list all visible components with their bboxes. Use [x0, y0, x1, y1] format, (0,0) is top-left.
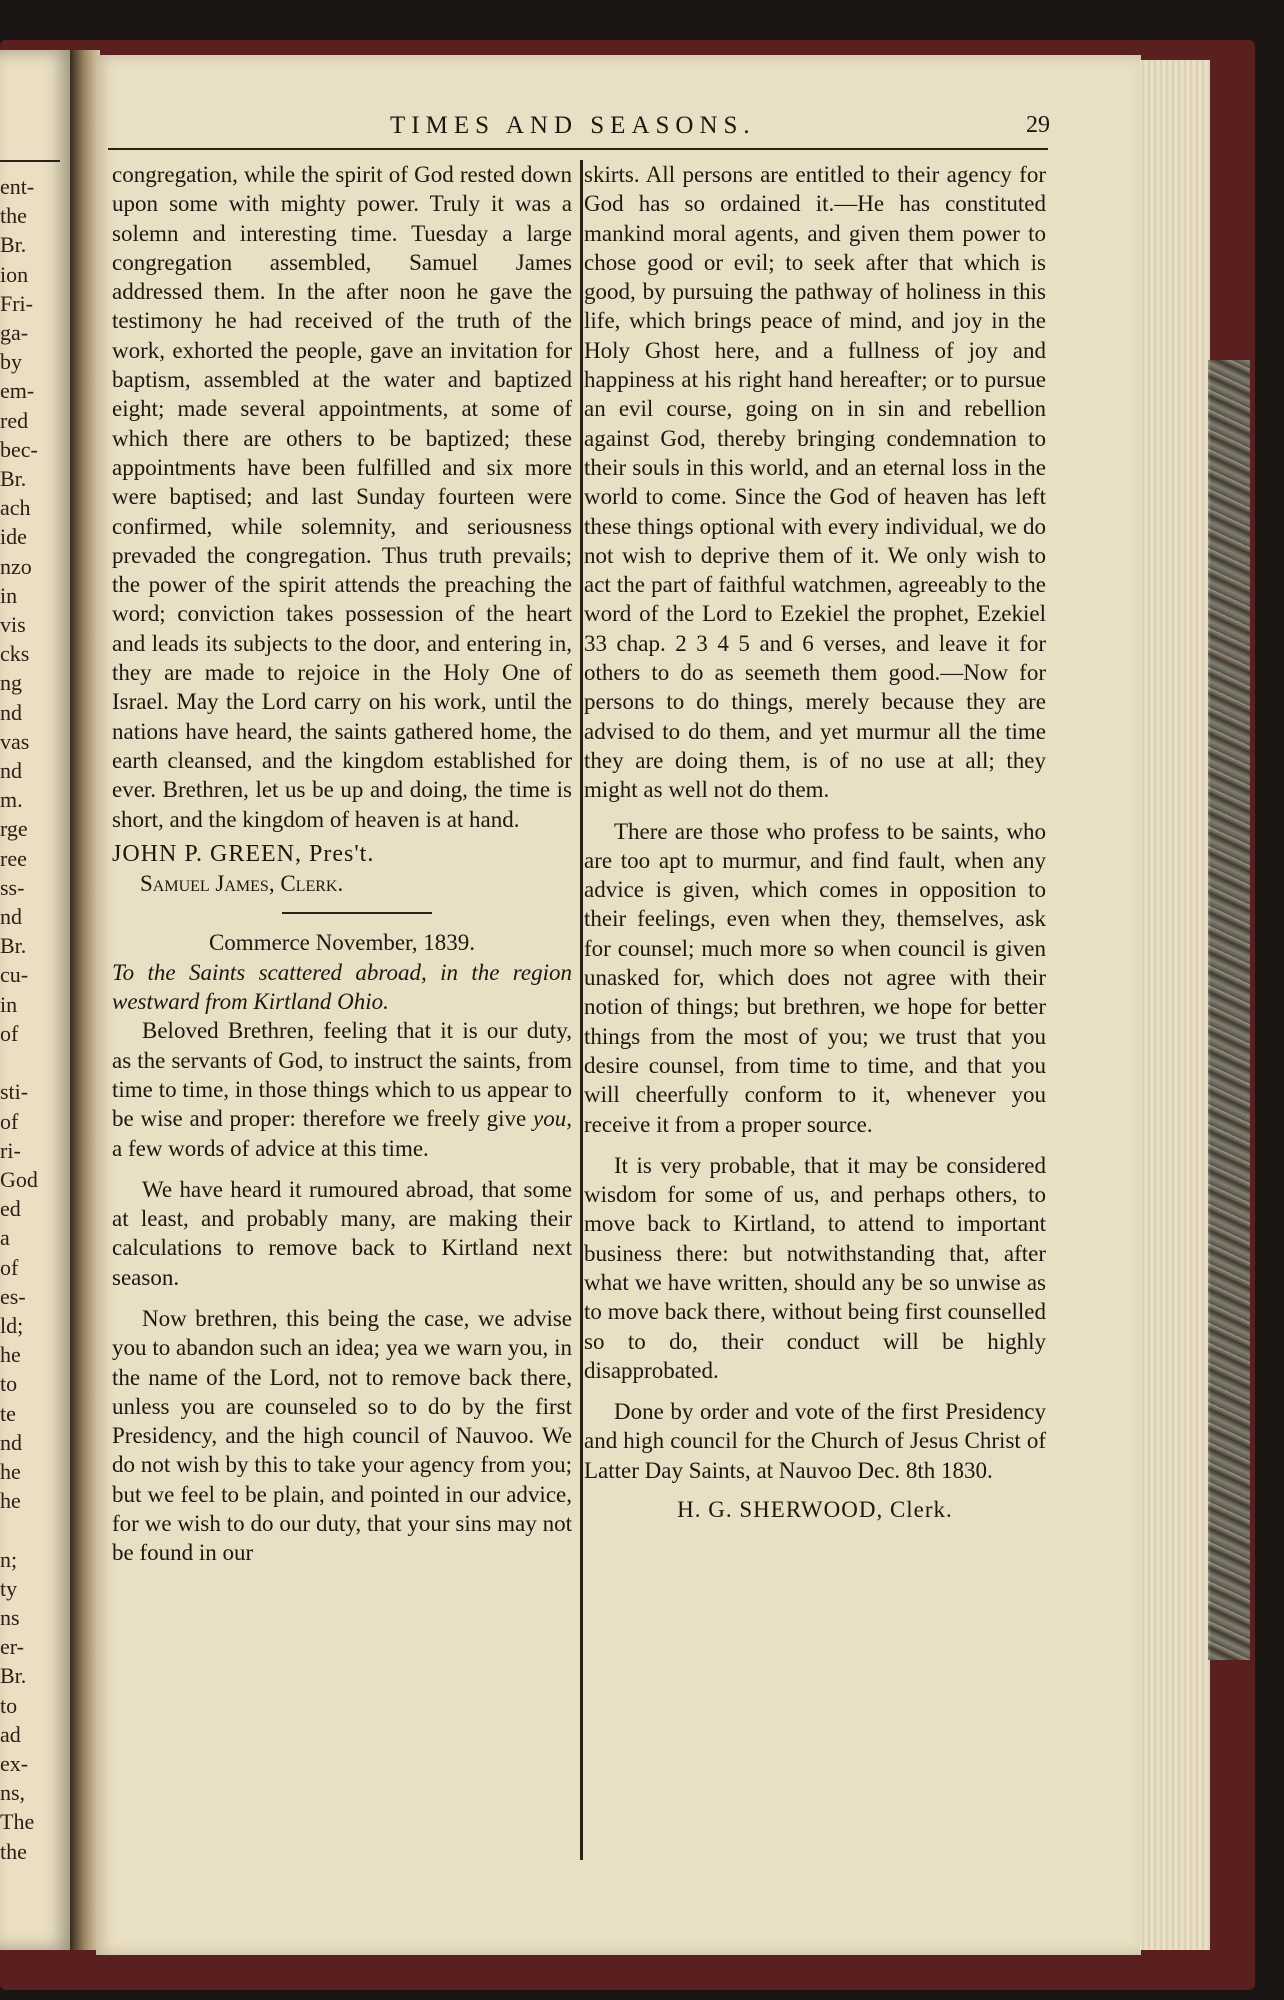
- signature-president: JOHN P. GREEN, Pres't.: [112, 840, 375, 867]
- left-page-fragment: ss-: [0, 874, 25, 900]
- left-page-fragment: cu-: [0, 962, 29, 988]
- page-edges: [1140, 60, 1210, 1950]
- left-page-fragment: he: [0, 1458, 21, 1484]
- paragraph: It is very probable, that it may be considered wisdom for some of us, and perhaps others, to move back to Kirtland, to attend to important business there: but notwithstanding that, after what we have written, should any be so unwise as to move back there, without being first counselled so to do, their conduct will be highly disapprobated.: [584, 1152, 1046, 1383]
- paragraph: congregation, while the spirit of God rested down upon some with mighty power. Truly it was a solemn and interesting time. Tuesday a large congregation assembled, Samuel James addressed them. In the after noon he gave the testimony he had received of the truth of the work, exhorted the people, gave an invitation for baptism, assembled at the water and baptized eight; made several appointments, at some of which there are others to be baptized; these appointments have been fulfilled and six more were baptised; and last Sunday fourteen were confirmed, while solemnity, and seriousness prevaded the congregation. Thus truth prevails; the power of the spirit attends the preaching the word; conviction takes possession of the heart and leads its subjects to the door, and entering in, they are made to rejoice in the Holy One of Israel. May the Lord carry on his work, until the nations have heard, the saints gathered home, the earth cleansed, and the kingdom established for ever. Brethren, let us be up and doing, the time is short, and the kingdom of heaven is at hand.: [112, 162, 572, 832]
- right-column: [584, 160, 1046, 1524]
- left-page-fragment: Br.: [0, 232, 27, 258]
- left-page-fragment: nd: [0, 904, 22, 930]
- paragraph: We have heard it rumoured abroad, that some at least, and probably many, are making their calculations to remove back to Kirtland next season.: [112, 1176, 572, 1290]
- left-page-fragment: ad: [0, 1721, 21, 1747]
- paragraph-text: Beloved Brethren, feeling that it is our duty, as the servants of God, to instruct the saints, from time to time, in those things which to us appear to be wise and proper: therefore we freely give: [112, 1018, 572, 1132]
- paragraph-text: a few words of advice at this time.: [112, 1135, 429, 1161]
- left-page-fragment: ns: [0, 1604, 20, 1630]
- left-page-fragment: ent-: [0, 174, 35, 199]
- left-page-fragment: ed: [0, 1196, 21, 1222]
- left-page-fragment: ion: [0, 261, 29, 287]
- running-title: TIMES AND SEASONS.: [390, 112, 756, 139]
- left-page-fragment: ach: [0, 495, 31, 521]
- left-page-fragment: he: [0, 1342, 21, 1368]
- left-page-fragment: vas: [0, 728, 30, 754]
- left-page-fragment: n;: [0, 1546, 18, 1572]
- left-page-fragment: ex-: [0, 1750, 29, 1776]
- left-page-fragment: er-: [0, 1634, 24, 1660]
- page-header: [100, 112, 1050, 152]
- left-page-fragment: ri-: [0, 1137, 21, 1163]
- left-page-fragment: Br.: [0, 1663, 27, 1689]
- column-rule: [580, 160, 583, 1860]
- left-page-fragment: ng: [0, 670, 22, 696]
- left-page-fragment: ty: [0, 1575, 18, 1601]
- letter-address: [112, 958, 572, 1017]
- left-page-fragment: he: [0, 1488, 21, 1514]
- left-page-fragment: red: [0, 407, 29, 433]
- left-page-fragment: by: [0, 349, 22, 375]
- paragraph: skirts. All persons are entitled to their agency for God has so ordained it.—He has constituted mankind moral agents, and given them power to chose good or evil; to seek after that which is good, by pursuing the pathway of holiness in this life, which brings peace of mind, and joy in the Holy Ghost here, and a fullness of joy and happiness at his right hand hereafter; or to pursue an evil course, going on in sin and rebellion against God, thereby bringing condemnation to their souls in this world, and an eternal loss in the world to come. Since the God of heaven has left these things optional with every individual, we do not wish to deprive them of it. We only wish to act the part of faithful watchmen, agreeably to the word of the Lord to Ezekiel the prophet, Ezekiel 33 chap. 2 3 4 5 and 6 verses, and leave it for others to do as seemeth them good.—Now for persons to do things, merely because they are advised to do them, and yet murmur all the time they are doing them, is of no use at all; they might as well not do them.: [584, 162, 1046, 803]
- left-page-fragment: rge: [0, 816, 28, 842]
- left-page-fragment: of: [0, 1254, 19, 1280]
- left-page-rule: [0, 160, 60, 162]
- left-page-fragment: em-: [0, 378, 35, 404]
- left-page-fragment: to: [0, 1692, 18, 1718]
- signature-clerk: H. G. SHERWOOD, Clerk.: [677, 1497, 953, 1523]
- paragraph: There are those who profess to be saints, who are too apt to murmur, and find fault, when any advice is given, which comes in opposition to their feelings, even when they, themselves, ask for counsel; much more so when council is given unasked for, which does not agree with their notion of things; but brethren, we hope for better things from the most of you; we trust that you desire counsel, from time to time, and that you will cheerfully conform to it, whenever you receive it from a proper source.: [584, 818, 1046, 1137]
- paragraph: [112, 1016, 572, 1162]
- marbled-edge: [1208, 360, 1250, 1660]
- left-page-fragment: ree: [0, 845, 27, 871]
- left-page-fragment: nd: [0, 1429, 22, 1455]
- left-page-edge: [0, 50, 72, 1950]
- left-page-fragment: es-: [0, 1283, 26, 1309]
- left-page-fragment: in: [0, 582, 18, 608]
- signature-clerk: Samuel James, Clerk.: [140, 871, 344, 897]
- left-page-fragment: te: [0, 1400, 16, 1426]
- left-page-fragment: m.: [0, 787, 23, 813]
- header-rule: [108, 148, 1048, 150]
- paragraph: Done by order and vote of the first Presidency and high council for the Church of Jesus Christ of Latter Day Saints, at Nauvoo Dec. 8th 1830.: [584, 1399, 1046, 1483]
- left-page-fragment: nzo: [0, 553, 32, 579]
- left-page-fragment: sti-: [0, 1079, 29, 1105]
- left-page-fragment: of: [0, 1108, 19, 1134]
- left-page-fragment: nd: [0, 758, 22, 784]
- left-page-fragment: Br.: [0, 933, 27, 959]
- left-page-fragment: [0, 1048, 72, 1077]
- address-prefix: To the: [112, 959, 176, 985]
- left-page-fragment: vis: [0, 612, 26, 638]
- left-page-fragment: ga-: [0, 320, 29, 346]
- page-number: 29: [1026, 112, 1050, 138]
- left-page-fragment: Fri-: [0, 290, 33, 316]
- left-page-fragment: Br.: [0, 466, 27, 492]
- address-rest: Saints scattered abroad, in the region westward from Kirtland Ohio.: [112, 959, 573, 1015]
- left-page-fragment: nd: [0, 699, 22, 725]
- left-page-fragment: ns,: [0, 1780, 26, 1806]
- left-page-fragment: [0, 1515, 72, 1544]
- emphasis-text: you,: [533, 1106, 572, 1132]
- left-page-fragment: bec-: [0, 436, 38, 462]
- dateline: Commerce November, 1839.: [208, 930, 476, 956]
- left-page-fragment: the: [0, 1838, 27, 1864]
- paragraph: Now brethren, this being the case, we advise you to abandon such an idea; yea we warn you, in the name of the Lord, not to remove back there, unless you are counseled so to do by the first Presidency, and the high council of Nauvoo. We do not wish by this to take your agency from you; but we feel to be plain, and pointed in our advice, for we wish to do our duty, that your sins may not be found in our: [112, 1305, 572, 1566]
- left-page-fragment: to: [0, 1371, 18, 1397]
- left-page-fragment: the: [0, 203, 27, 229]
- section-divider: [282, 912, 432, 914]
- left-page-fragment: God: [0, 1166, 38, 1192]
- left-page-fragment: of: [0, 1020, 19, 1046]
- left-page-fragment: The: [0, 1809, 35, 1835]
- left-column: [112, 160, 572, 1568]
- left-page-fragment: cks: [0, 641, 30, 667]
- left-page-fragment: ide: [0, 524, 27, 550]
- left-page-fragment: ld;: [0, 1312, 24, 1338]
- left-page-fragment: in: [0, 991, 18, 1017]
- left-page-fragments: [0, 172, 72, 1866]
- left-page-fragment: a: [0, 1225, 10, 1251]
